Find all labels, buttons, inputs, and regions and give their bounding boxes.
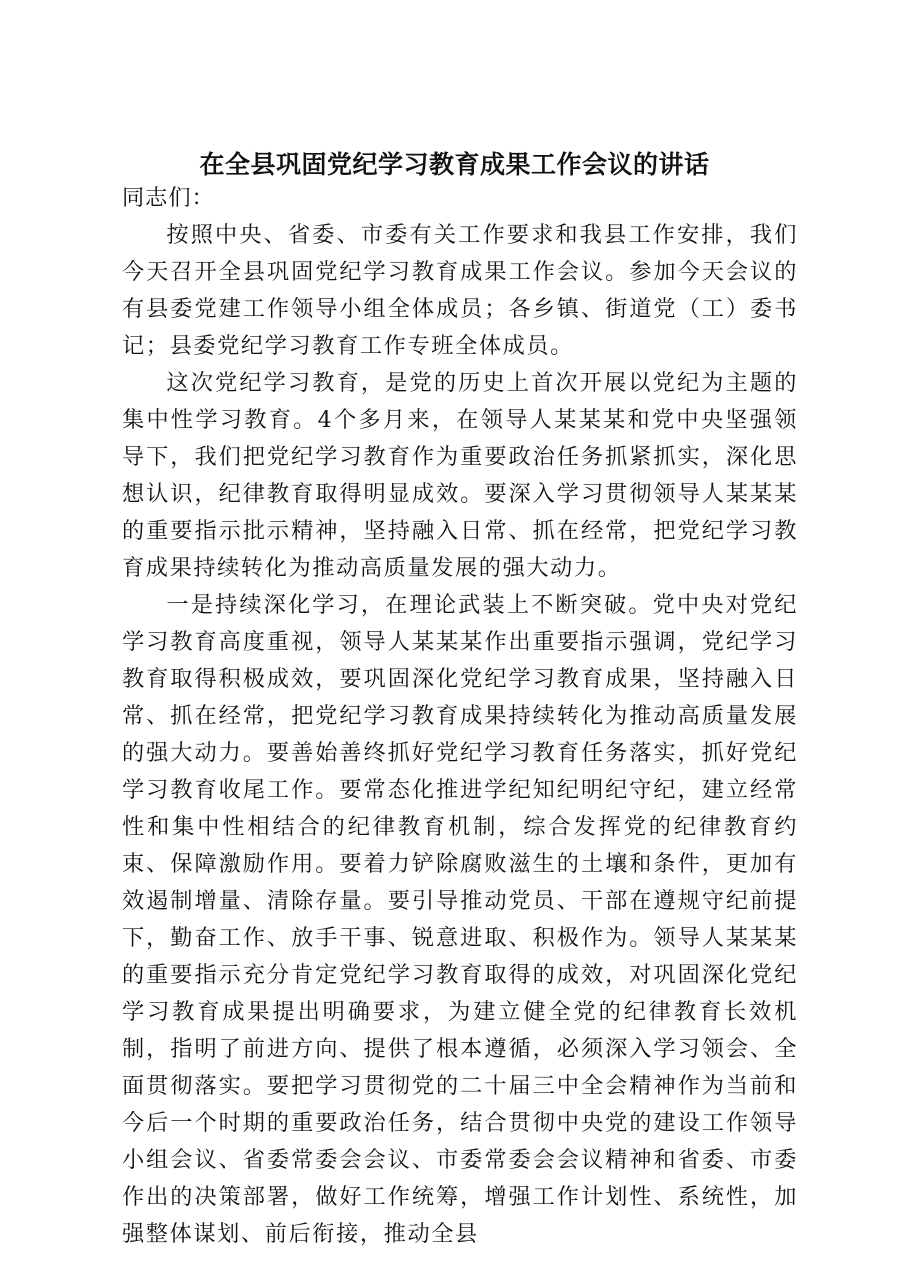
document-body <box>122 180 798 1253</box>
paragraph-2: 这次党纪学习教育，是党的历史上首次开展以党纪为主题的集中性学习教育。4个多月来，在领导人某某某和党中央坚强领导下，我们把党纪学习教育作为重要政治任务抓紧抓实，深化思想认识，纪律教育取得明显成效。要深入学习贯彻领导人某某某的重要指示批示精神，坚持融入日常、抓在经常，把党纪学习教育成果持续转化为推动高质量发展的强大动力。 <box>122 370 798 581</box>
paragraph-3: 一是持续深化学习，在理论武装上不断突破。党中央对党纪学习教育高度重视，领导人某某某作出重要指示强调，党纪学习教育取得积极成效，要巩固深化党纪学习教育成果，坚持融入日常、抓在经常，把党纪学习教育成果持续转化为推动高质量发展的强大动力。要善始善终抓好党纪学习教育任务落实，抓好党纪学习教育收尾工作。要常态化推进学纪知纪明纪守纪，建立经常性和集中性相结合的纪律教育机制，综合发挥党的纪律教育约束、保障激励作用。要着力铲除腐败滋生的土壤和条件，更加有效遏制增量、清除存量。要引导推动党员、干部在遵规守纪前提下，勤奋工作、放手干事、锐意进取、积极作为。领导人某某某的重要指示充分肯定党纪学习教育取得的成效，对巩固深化党纪学习教育成果提出明确要求，为建立健全党的纪律教育长效机制，指明了前进方向、提供了根本遵循，必须深入学习领会、全面贯彻落实。要把学习贯彻党的二十届三中全会精神作为当前和今后一个时期的重要政治任务，结合贯彻中央党的建设工作领导小组会议、省委常委会会议、市委常委会会议精神和省委、市委作出的决策部署，做好工作统筹，增强工作计划性、系统性，加强整体谋划、前后衔接，推动全县 <box>122 592 798 1247</box>
salutation: 同志们： <box>122 185 215 211</box>
paragraph-1: 按照中央、省委、市委有关工作要求和我县工作安排，我们今天召开全县巩固党纪学习教育成果工作会议。参加今天会议的有县委党建工作领导小组全体成员；各乡镇、街道党（工）委书记；县委党纪学习教育工作专班全体成员。 <box>122 222 798 359</box>
document-title: 在全县巩固党纪学习教育成果工作会议的讲话 <box>199 150 710 179</box>
